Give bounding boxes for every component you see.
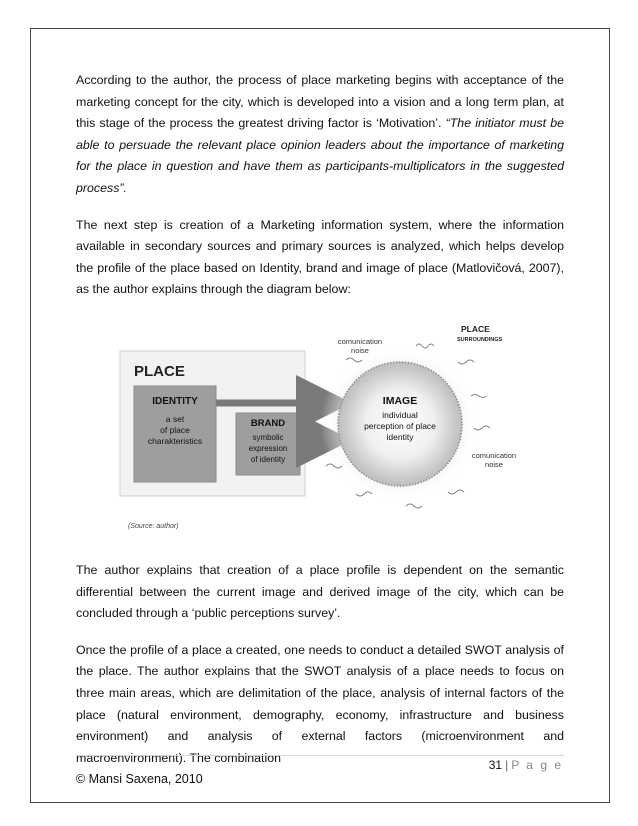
noise-top-line-2: noise bbox=[351, 345, 369, 355]
noise-bottom-line-1: comunication bbox=[471, 450, 517, 460]
brand-line-1: symbolic bbox=[252, 432, 284, 442]
paragraph-3: The author explains that creation of a place profile is dependent on the semantic differential between the current image and derived image of the city, which can be concluded through a ‘public perceptions survey’. bbox=[76, 562, 564, 621]
image-line-2: perception of place bbox=[364, 420, 436, 431]
diagram-source: (Source: author) bbox=[128, 522, 179, 530]
brand-title: BRAND bbox=[250, 417, 286, 429]
noise-bottom-line-2: noise bbox=[485, 459, 503, 469]
image-line-3: identity bbox=[386, 431, 414, 442]
image-line-1: individual bbox=[382, 409, 418, 420]
image-title: IMAGE bbox=[382, 394, 418, 407]
page-content bbox=[76, 70, 564, 784]
brand-line-3: of identity bbox=[250, 454, 286, 464]
page-number-value: 31 bbox=[488, 758, 503, 772]
paragraph-1-text: According to the author, the process of place marketing begins with acceptance of the marketing concept for the city, which is developed into a vision and a long term plan, at this stage of the process the greatest driving factor is ‘Motivation’. bbox=[76, 73, 564, 131]
identity-line-1: a set bbox=[165, 413, 185, 424]
place-diagram bbox=[76, 316, 564, 546]
paragraph-2: The next step is creation of a Marketing information system, where the information available in secondary sources and primary sources is analyzed, which helps develop the profile of the place based on Identity, brand and image of place (Matlovičová, 2007), as the author explains through the diagram below: bbox=[76, 217, 564, 297]
place-diagram-svg bbox=[76, 316, 564, 546]
identity-line-2: of place bbox=[160, 424, 190, 435]
place-title: PLACE bbox=[134, 362, 185, 380]
footer-rule bbox=[76, 755, 564, 756]
page-word: P a g e bbox=[511, 758, 563, 772]
surroundings-title: PLACE bbox=[461, 323, 490, 334]
brand-line-2: expression bbox=[248, 443, 288, 453]
paragraph-1 bbox=[76, 70, 564, 200]
copyright-footer: © Mansi Saxena, 2010 bbox=[76, 772, 203, 786]
identity-line-3: charakteristics bbox=[147, 435, 203, 446]
identity-title: IDENTITY bbox=[152, 395, 198, 407]
page-number-separator: | bbox=[505, 758, 509, 772]
paragraph-4: Once the profile of a place a created, one needs to conduct a detailed SWOT analysis of the place. The author explains that the SWOT analysis of a place needs to focus on three main areas, which are delimitation of the place, analysis of internal factors of the place (natural environment, demography, economy, infrastructure and business environment) and analysis of external factors (microenvironment and macroenvironment). The combination bbox=[76, 642, 564, 765]
surroundings-subtitle: SURROUNDINGS bbox=[457, 336, 503, 343]
noise-top-line-1: comunication bbox=[337, 336, 383, 346]
paragraph-1-quote: “The initiator must be able to persuade the relevant place opinion leaders about the importance of marketing for the place in question and have them as participants-multiplicators in the suggested process”. bbox=[76, 116, 564, 195]
page-number bbox=[489, 758, 563, 772]
